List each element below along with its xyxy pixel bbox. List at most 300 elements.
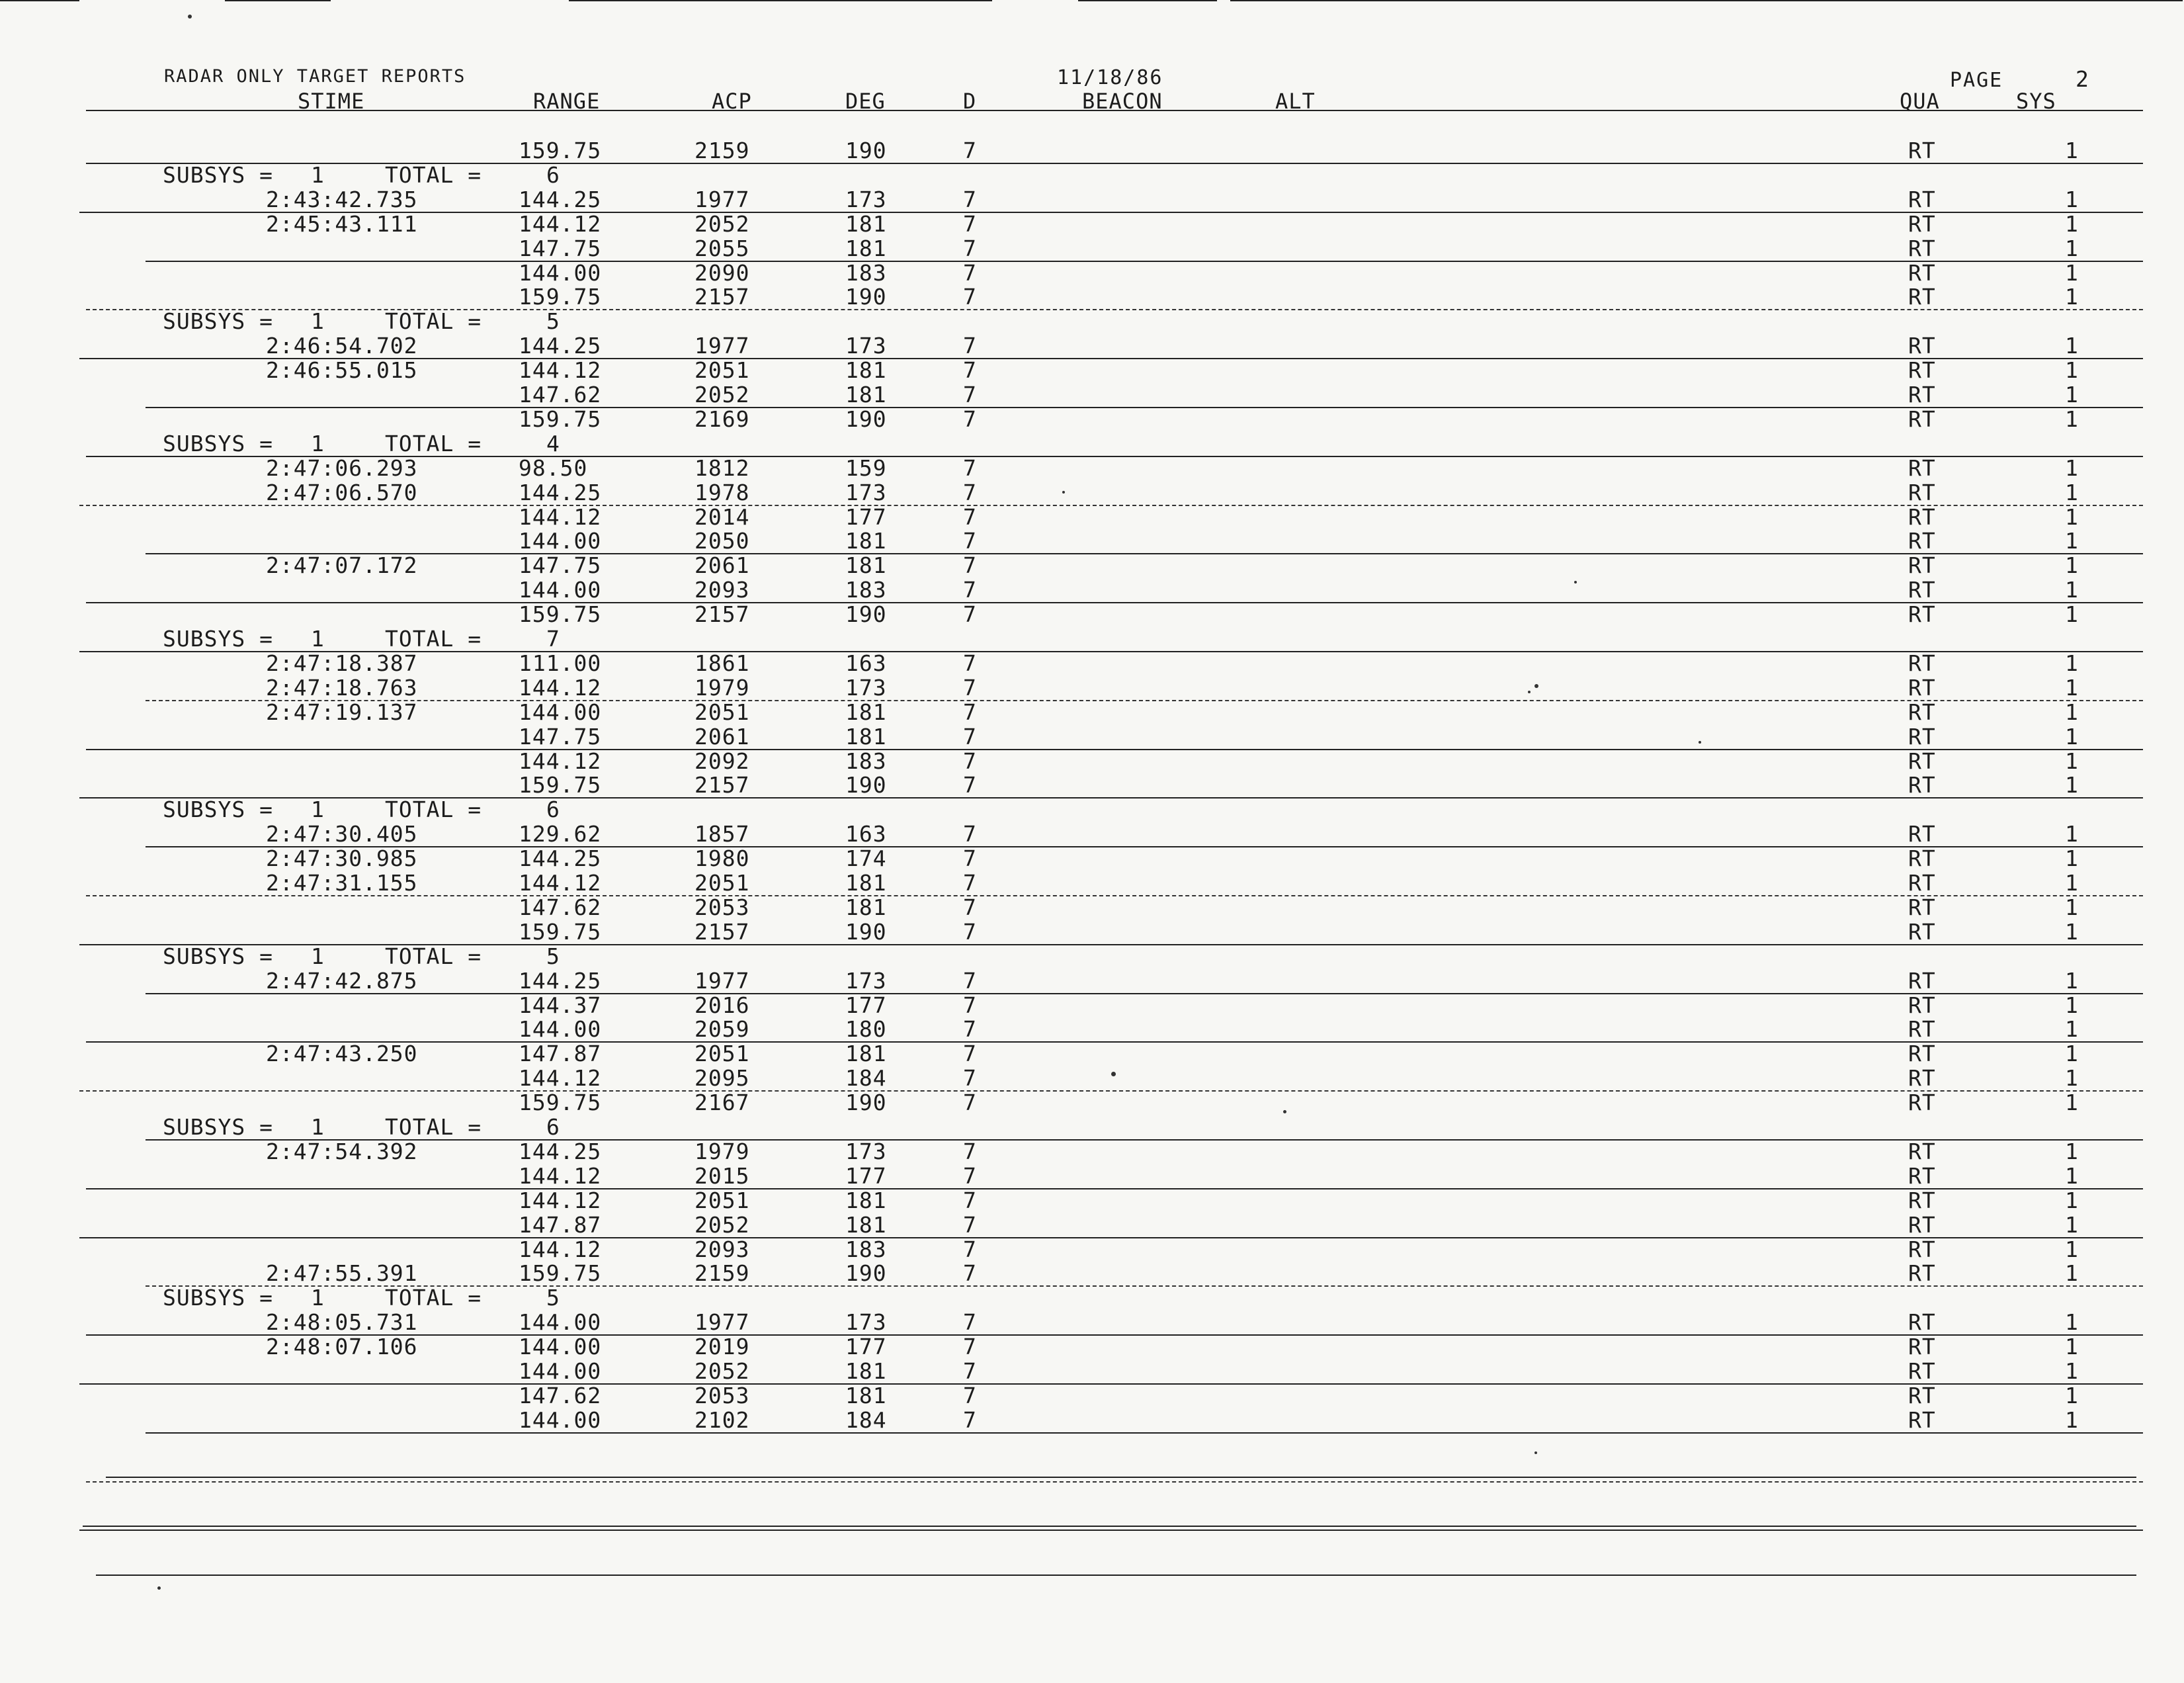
page-label: PAGE	[1950, 69, 2003, 92]
cell-stime: 2:47:18.763	[266, 674, 418, 701]
cell-acp: 1977	[694, 967, 750, 994]
cell-range: 144.37	[519, 992, 602, 1018]
cell-d: 7	[963, 723, 977, 750]
cell-range: 144.12	[519, 503, 602, 530]
cell-qua: RT	[1908, 601, 1936, 628]
cell-range: 144.00	[519, 259, 602, 286]
cell-d: 7	[963, 186, 977, 212]
cell-stime: 2:47:31.155	[266, 870, 418, 896]
cell-range: 159.75	[519, 918, 602, 945]
cell-d: 7	[963, 845, 977, 872]
cell-qua: RT	[1908, 406, 1936, 432]
cell-d: 7	[963, 454, 977, 481]
cell-sys: 1	[2065, 1090, 2079, 1116]
cell-sys: 1	[2065, 1065, 2079, 1092]
cell-sys: 1	[2065, 894, 2079, 920]
cell-range: 144.12	[519, 1187, 602, 1213]
cell-d: 7	[963, 406, 977, 432]
cell-acp: 2051	[694, 1041, 750, 1067]
cell-d: 7	[963, 894, 977, 920]
cell-qua: RT	[1908, 821, 1936, 847]
cell-sys: 1	[2065, 1016, 2079, 1043]
cell-d: 7	[963, 382, 977, 408]
ruled-line	[146, 261, 2143, 262]
cell-range: 147.87	[519, 1041, 602, 1067]
cell-d: 7	[963, 918, 977, 945]
paper-speck	[1111, 1072, 1116, 1076]
cell-stime: 2:47:06.293	[266, 454, 418, 481]
ruled-line	[146, 1139, 2143, 1141]
cell-deg: 173	[845, 186, 887, 212]
total-label: TOTAL =	[385, 943, 482, 969]
paper-speck	[1528, 691, 1531, 693]
report-date: 11/18/86	[1057, 66, 1163, 89]
ruled-line	[79, 1383, 2143, 1385]
cell-range: 98.50	[519, 454, 588, 481]
ruled-line	[79, 944, 2143, 945]
cell-qua: RT	[1908, 1406, 1936, 1433]
subsys-label: SUBSYS =	[163, 797, 273, 823]
cell-d: 7	[963, 210, 977, 237]
ruled-line	[86, 1188, 2143, 1189]
cell-acp: 2157	[694, 918, 750, 945]
cell-sys: 1	[2065, 1236, 2079, 1262]
cell-deg: 177	[845, 992, 887, 1018]
cell-acp: 2061	[694, 552, 750, 579]
subsys-value: 1	[311, 797, 325, 823]
cell-d: 7	[963, 1065, 977, 1092]
cell-d: 7	[963, 699, 977, 725]
cell-deg: 159	[845, 454, 887, 481]
ruled-line	[0, 0, 79, 1]
cell-acp: 1977	[694, 1309, 750, 1336]
cell-deg: 181	[845, 894, 887, 920]
cell-sys: 1	[2065, 845, 2079, 872]
cell-qua: RT	[1908, 357, 1936, 384]
ruled-line	[79, 1237, 2143, 1238]
cell-qua: RT	[1908, 528, 1936, 554]
cell-sys: 1	[2065, 723, 2079, 750]
col-header-alt: ALT	[1275, 89, 1316, 114]
cell-range: 147.62	[519, 1382, 602, 1408]
cell-sys: 1	[2065, 552, 2079, 579]
cell-acp: 2053	[694, 894, 750, 920]
cell-qua: RT	[1908, 503, 1936, 530]
cell-d: 7	[963, 1138, 977, 1164]
cell-deg: 181	[845, 552, 887, 579]
cell-qua: RT	[1908, 894, 1936, 920]
cell-range: 144.12	[519, 210, 602, 237]
cell-deg: 181	[845, 210, 887, 237]
cell-deg: 181	[845, 357, 887, 384]
cell-qua: RT	[1908, 1090, 1936, 1116]
cell-deg: 163	[845, 650, 887, 676]
cell-deg: 181	[845, 235, 887, 261]
cell-sys: 1	[2065, 138, 2079, 163]
cell-d: 7	[963, 1260, 977, 1287]
cell-qua: RT	[1908, 699, 1936, 725]
ruled-line	[146, 1285, 2143, 1287]
ruled-line	[146, 700, 2143, 701]
cell-sys: 1	[2065, 992, 2079, 1018]
cell-range: 144.25	[519, 479, 602, 505]
cell-deg: 190	[845, 772, 887, 798]
ruled-line	[86, 456, 2143, 457]
cell-d: 7	[963, 748, 977, 774]
cell-qua: RT	[1908, 748, 1936, 774]
total-value: 4	[546, 430, 560, 456]
ruled-line	[1078, 0, 1217, 1]
cell-stime: 2:47:30.985	[266, 845, 418, 872]
cell-range: 111.00	[519, 650, 602, 676]
subsys-label: SUBSYS =	[163, 1114, 273, 1140]
cell-acp: 2157	[694, 772, 750, 798]
cell-sys: 1	[2065, 577, 2079, 603]
cell-d: 7	[963, 1406, 977, 1433]
cell-stime: 2:43:42.735	[266, 186, 418, 212]
cell-deg: 183	[845, 748, 887, 774]
cell-sys: 1	[2065, 1406, 2079, 1433]
paper-speck	[1062, 491, 1065, 494]
cell-d: 7	[963, 1016, 977, 1043]
cell-acp: 2015	[694, 1162, 750, 1189]
cell-d: 7	[963, 235, 977, 261]
cell-acp: 1857	[694, 821, 750, 847]
subsys-value: 1	[311, 430, 325, 456]
cell-acp: 2052	[694, 1358, 750, 1384]
subsys-value: 1	[311, 626, 325, 652]
cell-qua: RT	[1908, 284, 1936, 310]
cell-stime: 2:47:06.570	[266, 479, 418, 505]
cell-qua: RT	[1908, 772, 1936, 798]
subsys-label: SUBSYS =	[163, 430, 273, 456]
cell-deg: 177	[845, 503, 887, 530]
cell-stime: 2:46:55.015	[266, 357, 418, 384]
cell-acp: 1979	[694, 674, 750, 701]
ruled-line	[569, 0, 992, 1]
cell-stime: 2:47:07.172	[266, 552, 418, 579]
ruled-line	[86, 895, 2143, 896]
total-value: 5	[546, 308, 560, 335]
subsys-value: 1	[311, 308, 325, 335]
cell-stime: 2:47:54.392	[266, 1138, 418, 1164]
ruled-line	[79, 505, 2143, 506]
cell-deg: 181	[845, 528, 887, 554]
cell-acp: 2019	[694, 1334, 750, 1360]
cell-stime: 2:47:43.250	[266, 1041, 418, 1067]
cell-acp: 2050	[694, 528, 750, 554]
paper-speck	[188, 15, 192, 19]
cell-d: 7	[963, 1358, 977, 1384]
ruled-line	[83, 1526, 2136, 1527]
subsys-label: SUBSYS =	[163, 943, 273, 969]
cell-qua: RT	[1908, 1041, 1936, 1067]
cell-sys: 1	[2065, 454, 2079, 481]
cell-qua: RT	[1908, 1334, 1936, 1360]
paper-speck	[157, 1586, 161, 1590]
ruled-line	[79, 1090, 2143, 1092]
cell-range: 159.75	[519, 1260, 602, 1287]
total-label: TOTAL =	[385, 430, 482, 456]
cell-acp: 2167	[694, 1090, 750, 1116]
ruled-line	[146, 846, 2143, 847]
cell-acp: 2016	[694, 992, 750, 1018]
cell-stime: 2:48:05.731	[266, 1309, 418, 1336]
cell-deg: 190	[845, 406, 887, 432]
ruled-line	[86, 163, 2143, 164]
cell-deg: 173	[845, 1138, 887, 1164]
cell-sys: 1	[2065, 1382, 2079, 1408]
total-label: TOTAL =	[385, 1114, 482, 1140]
cell-d: 7	[963, 333, 977, 359]
cell-deg: 190	[845, 1090, 887, 1116]
total-value: 6	[546, 1114, 560, 1140]
cell-qua: RT	[1908, 1236, 1936, 1262]
cell-acp: 2052	[694, 1211, 750, 1238]
ruled-line	[86, 1041, 2143, 1043]
cell-acp: 2055	[694, 235, 750, 261]
col-header-deg: DEG	[845, 89, 886, 114]
total-label: TOTAL =	[385, 626, 482, 652]
cell-sys: 1	[2065, 650, 2079, 676]
col-header-acp: ACP	[712, 89, 752, 114]
cell-range: 144.00	[519, 1358, 602, 1384]
cell-d: 7	[963, 674, 977, 701]
cell-range: 144.12	[519, 1236, 602, 1262]
cell-qua: RT	[1908, 1358, 1936, 1384]
ruled-line	[86, 1481, 2143, 1483]
paper-speck	[1534, 684, 1538, 688]
ruled-line	[79, 797, 2143, 798]
cell-sys: 1	[2065, 1041, 2079, 1067]
cell-deg: 181	[845, 1187, 887, 1213]
cell-sys: 1	[2065, 186, 2079, 212]
ruled-line	[146, 407, 2143, 408]
cell-qua: RT	[1908, 235, 1936, 261]
cell-acp: 2159	[694, 138, 750, 163]
cell-deg: 190	[845, 138, 887, 163]
cell-stime: 2:47:42.875	[266, 967, 418, 994]
cell-d: 7	[963, 284, 977, 310]
cell-range: 144.12	[519, 674, 602, 701]
cell-qua: RT	[1908, 333, 1936, 359]
page-number: 2	[2076, 66, 2090, 92]
cell-range: 144.25	[519, 1138, 602, 1164]
cell-d: 7	[963, 601, 977, 628]
cell-d: 7	[963, 967, 977, 994]
cell-sys: 1	[2065, 210, 2079, 237]
total-value: 6	[546, 797, 560, 823]
cell-qua: RT	[1908, 650, 1936, 676]
cell-range: 159.75	[519, 138, 602, 163]
cell-range: 159.75	[519, 406, 602, 432]
col-header-beacon: BEACON	[1082, 89, 1163, 114]
cell-sys: 1	[2065, 1334, 2079, 1360]
cell-sys: 1	[2065, 772, 2079, 798]
cell-sys: 1	[2065, 601, 2079, 628]
paper-speck	[1534, 1451, 1537, 1454]
cell-sys: 1	[2065, 406, 2079, 432]
cell-d: 7	[963, 259, 977, 286]
cell-deg: 181	[845, 1382, 887, 1408]
cell-qua: RT	[1908, 1187, 1936, 1213]
cell-range: 147.75	[519, 723, 602, 750]
cell-deg: 177	[845, 1334, 887, 1360]
subsys-value: 1	[311, 161, 325, 188]
cell-deg: 163	[845, 821, 887, 847]
cell-sys: 1	[2065, 357, 2079, 384]
cell-sys: 1	[2065, 748, 2079, 774]
subsys-label: SUBSYS =	[163, 626, 273, 652]
ruled-line	[1230, 0, 2183, 1]
cell-qua: RT	[1908, 1016, 1936, 1043]
cell-sys: 1	[2065, 870, 2079, 896]
cell-acp: 2051	[694, 870, 750, 896]
cell-range: 159.75	[519, 284, 602, 310]
cell-d: 7	[963, 1187, 977, 1213]
col-header-range: RANGE	[533, 89, 601, 114]
cell-range: 147.75	[519, 552, 602, 579]
cell-acp: 2059	[694, 1016, 750, 1043]
cell-d: 7	[963, 528, 977, 554]
cell-d: 7	[963, 992, 977, 1018]
cell-deg: 177	[845, 1162, 887, 1189]
cell-qua: RT	[1908, 382, 1936, 408]
ruled-line	[146, 553, 2143, 554]
col-header-stime: STIME	[298, 89, 365, 114]
cell-range: 147.62	[519, 894, 602, 920]
ruled-line	[106, 1477, 2136, 1478]
cell-d: 7	[963, 503, 977, 530]
cell-sys: 1	[2065, 235, 2079, 261]
total-label: TOTAL =	[385, 797, 482, 823]
cell-deg: 181	[845, 699, 887, 725]
cell-acp: 2157	[694, 601, 750, 628]
cell-sys: 1	[2065, 259, 2079, 286]
ruled-line	[79, 651, 2143, 652]
cell-range: 144.12	[519, 748, 602, 774]
cell-range: 147.87	[519, 1211, 602, 1238]
cell-stime: 2:47:30.405	[266, 821, 418, 847]
subsys-label: SUBSYS =	[163, 1285, 273, 1311]
ruled-line	[146, 1432, 2143, 1434]
cell-qua: RT	[1908, 1260, 1936, 1287]
cell-sys: 1	[2065, 918, 2079, 945]
cell-stime: 2:48:07.106	[266, 1334, 418, 1360]
report-title: RADAR ONLY TARGET REPORTS	[164, 66, 466, 87]
cell-range: 144.12	[519, 1065, 602, 1092]
cell-sys: 1	[2065, 528, 2079, 554]
cell-d: 7	[963, 1211, 977, 1238]
cell-sys: 1	[2065, 967, 2079, 994]
ruled-line	[86, 110, 2143, 111]
cell-d: 7	[963, 1236, 977, 1262]
cell-deg: 173	[845, 967, 887, 994]
cell-sys: 1	[2065, 1309, 2079, 1336]
paper-speck	[1699, 741, 1701, 744]
cell-qua: RT	[1908, 845, 1936, 872]
cell-range: 144.25	[519, 333, 602, 359]
cell-acp: 1980	[694, 845, 750, 872]
cell-deg: 181	[845, 382, 887, 408]
cell-acp: 1977	[694, 186, 750, 212]
cell-sys: 1	[2065, 284, 2079, 310]
subsys-value: 1	[311, 943, 325, 969]
cell-deg: 180	[845, 1016, 887, 1043]
cell-sys: 1	[2065, 1138, 2079, 1164]
cell-acp: 1977	[694, 333, 750, 359]
cell-range: 159.75	[519, 601, 602, 628]
cell-sys: 1	[2065, 1211, 2079, 1238]
cell-range: 144.12	[519, 357, 602, 384]
cell-qua: RT	[1908, 138, 1936, 163]
cell-sys: 1	[2065, 699, 2079, 725]
cell-qua: RT	[1908, 577, 1936, 603]
cell-d: 7	[963, 870, 977, 896]
cell-deg: 173	[845, 333, 887, 359]
cell-qua: RT	[1908, 454, 1936, 481]
cell-deg: 181	[845, 1358, 887, 1384]
cell-stime: 2:46:54.702	[266, 333, 418, 359]
cell-deg: 190	[845, 918, 887, 945]
cell-sys: 1	[2065, 1260, 2079, 1287]
cell-qua: RT	[1908, 674, 1936, 701]
cell-range: 159.75	[519, 772, 602, 798]
cell-acp: 2051	[694, 357, 750, 384]
cell-qua: RT	[1908, 479, 1936, 505]
ruled-line	[86, 749, 2143, 750]
cell-acp: 2169	[694, 406, 750, 432]
cell-qua: RT	[1908, 1162, 1936, 1189]
cell-deg: 181	[845, 870, 887, 896]
cell-qua: RT	[1908, 186, 1936, 212]
cell-range: 159.75	[519, 1090, 602, 1116]
cell-d: 7	[963, 577, 977, 603]
cell-d: 7	[963, 1041, 977, 1067]
cell-acp: 2095	[694, 1065, 750, 1092]
cell-sys: 1	[2065, 479, 2079, 505]
col-header-sys: SYS	[2016, 89, 2056, 114]
cell-deg: 184	[845, 1065, 887, 1092]
cell-sys: 1	[2065, 1162, 2079, 1189]
ruled-line	[86, 309, 2143, 310]
cell-deg: 181	[845, 1041, 887, 1067]
total-label: TOTAL =	[385, 1285, 482, 1311]
cell-acp: 2093	[694, 1236, 750, 1262]
cell-acp: 1812	[694, 454, 750, 481]
cell-qua: RT	[1908, 992, 1936, 1018]
cell-range: 144.25	[519, 186, 602, 212]
cell-acp: 2051	[694, 699, 750, 725]
cell-qua: RT	[1908, 870, 1936, 896]
cell-qua: RT	[1908, 723, 1936, 750]
total-value: 5	[546, 943, 560, 969]
ruled-line	[96, 1575, 2136, 1576]
cell-deg: 183	[845, 577, 887, 603]
cell-d: 7	[963, 552, 977, 579]
cell-d: 7	[963, 479, 977, 505]
cell-stime: 2:45:43.111	[266, 210, 418, 237]
cell-d: 7	[963, 1090, 977, 1116]
cell-range: 144.00	[519, 1309, 602, 1336]
cell-range: 144.00	[519, 1334, 602, 1360]
cell-acp: 2092	[694, 748, 750, 774]
cell-d: 7	[963, 650, 977, 676]
cell-range: 144.00	[519, 699, 602, 725]
cell-range: 144.12	[519, 870, 602, 896]
cell-deg: 173	[845, 1309, 887, 1336]
cell-sys: 1	[2065, 821, 2079, 847]
